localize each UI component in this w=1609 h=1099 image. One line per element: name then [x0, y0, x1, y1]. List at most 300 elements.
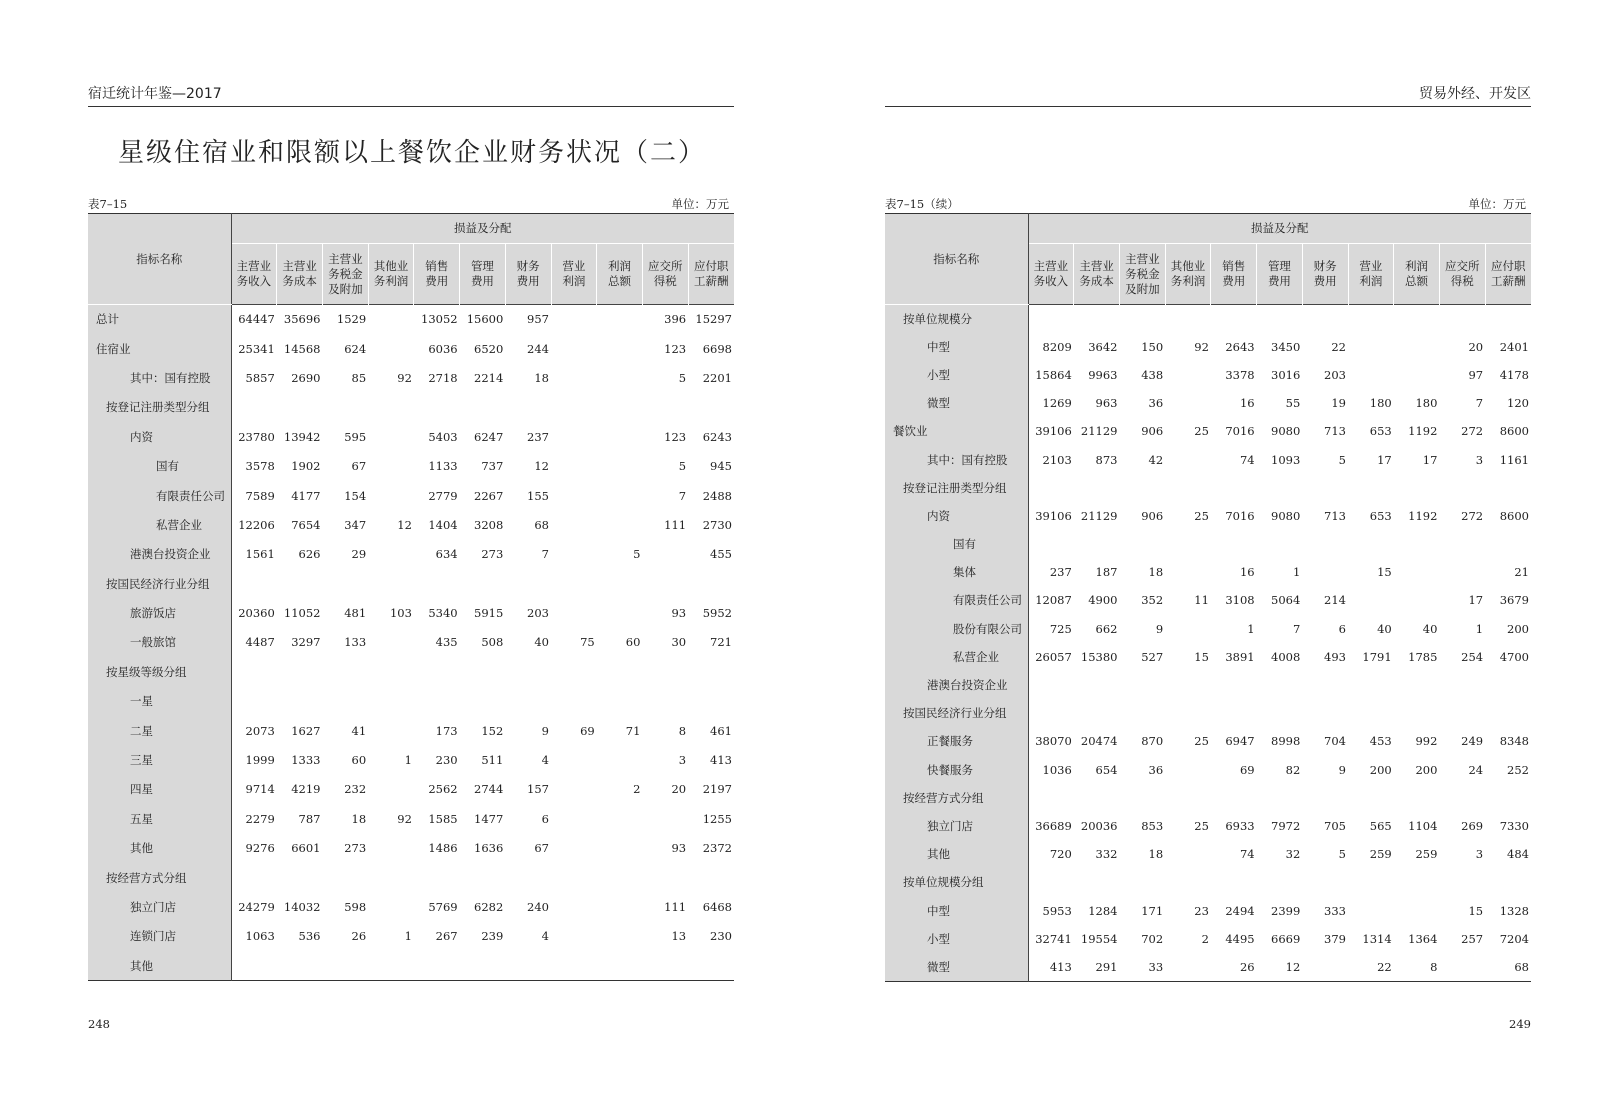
table-cell: [368, 628, 414, 657]
table-cell: [368, 305, 414, 334]
table-cell: 5: [1338, 847, 1346, 862]
column-header-line: 管理: [1267, 259, 1291, 273]
table-cell: [368, 687, 414, 716]
table-cell: 180: [1369, 396, 1392, 411]
row-label: 独立门店: [885, 812, 1028, 840]
column-header-line: 务成本: [282, 274, 317, 288]
table-cell: 232: [344, 782, 367, 797]
table-cell: 21129: [1080, 508, 1118, 523]
table-cell: 111: [664, 517, 687, 532]
table-cell: [1485, 671, 1531, 699]
table-cell: 69: [580, 723, 595, 738]
table-cell: [231, 863, 277, 892]
table-cell: [460, 951, 506, 980]
table-cell: [551, 540, 597, 569]
table-cell: [1348, 305, 1394, 333]
table-cell: 906: [1141, 508, 1164, 523]
table-cell: [1028, 699, 1074, 727]
table-cell: 150: [1141, 339, 1164, 354]
column-header: [1028, 244, 1074, 305]
column-header-line: 及附加: [1125, 281, 1160, 296]
table-cell: 3679: [1499, 593, 1529, 608]
table-cell: 39106: [1035, 424, 1072, 439]
column-header: [505, 244, 551, 305]
table-cell: 18: [351, 811, 367, 826]
table-cell: [688, 951, 734, 980]
row-label: 有限责任公司: [885, 586, 1028, 614]
table-cell: 14568: [283, 341, 321, 356]
table-cell: 5953: [1042, 903, 1072, 918]
table-cell: 13942: [283, 429, 321, 444]
column-header: [688, 244, 734, 305]
table-cell: [1348, 868, 1394, 896]
table-cell: 1785: [1408, 649, 1438, 664]
column-header: [322, 244, 368, 305]
column-header-line: 工薪酬: [1491, 274, 1526, 288]
table-cell: 5: [1338, 452, 1346, 467]
table-cell: [551, 745, 597, 774]
table-row: [88, 951, 734, 980]
row-label: 港澳台投资企业: [88, 540, 231, 569]
table-cell: 133: [344, 635, 367, 650]
table-body: [885, 305, 1531, 982]
row-label: 一般旅馆: [88, 628, 231, 657]
column-header-line: 应付职: [1491, 259, 1526, 273]
table-cell: [688, 657, 734, 686]
table-cell: 396: [664, 312, 687, 327]
table-row: [885, 305, 1531, 333]
table-cell: 624: [344, 341, 367, 356]
row-label: 独立门店: [88, 892, 231, 921]
table-cell: [1119, 699, 1165, 727]
table-cell: 60: [625, 635, 641, 650]
table-cell: 120: [1507, 396, 1529, 411]
table-cell: 93: [671, 841, 687, 856]
table-cell: 9276: [245, 841, 275, 856]
table-cell: [1394, 699, 1440, 727]
column-header-line: 主营业: [1079, 259, 1114, 273]
table-cell: 32741: [1035, 931, 1072, 946]
table-cell: 240: [527, 900, 549, 914]
table-cell: 19: [1331, 396, 1346, 411]
table-row: [885, 868, 1531, 896]
table-cell: [460, 569, 506, 598]
table-cell: 25: [1194, 734, 1209, 749]
table-cell: 6947: [1225, 734, 1255, 749]
column-header-line: 销售: [425, 259, 449, 273]
table-cell: 244: [527, 341, 549, 356]
table-cell: [368, 657, 414, 686]
table-cell: [277, 863, 323, 892]
table-cell: 82: [1285, 762, 1301, 777]
table-cell: 13052: [421, 312, 458, 327]
table-cell: 25: [1194, 818, 1209, 833]
table-cell: 2279: [245, 811, 275, 826]
table-cell: 6247: [474, 429, 504, 444]
table-cell: 20036: [1080, 818, 1118, 833]
table-cell: 455: [710, 547, 732, 562]
table-cell: 8348: [1499, 734, 1529, 749]
table-row: [88, 863, 734, 892]
table-cell: 713: [1324, 508, 1346, 523]
table-cell: 3016: [1271, 367, 1301, 382]
table-cell: [688, 687, 734, 716]
table-cell: 40: [1422, 621, 1438, 636]
table-cell: 1: [1475, 621, 1484, 636]
table-cell: 272: [1461, 424, 1484, 439]
table-cell: 267: [435, 929, 458, 944]
table-row: [885, 502, 1531, 530]
column-header: [1165, 244, 1211, 305]
table-row: [88, 657, 734, 686]
table-cell: 1: [404, 753, 412, 768]
table-cell: [1302, 699, 1348, 727]
table-row: [88, 687, 734, 716]
table-cell: 438: [1141, 367, 1164, 382]
table-cell: [460, 393, 506, 422]
table-cell: 254: [1461, 649, 1484, 664]
table-cell: [1119, 784, 1165, 812]
table-cell: 173: [435, 723, 458, 738]
table-cell: 634: [435, 547, 458, 562]
table-cell: [597, 393, 643, 422]
table-cell: 11052: [283, 606, 321, 621]
table-cell: [1439, 699, 1485, 727]
row-label: 股份有限公司: [885, 615, 1028, 643]
column-header-line: 主营业: [1033, 259, 1069, 273]
row-label: 按国民经济行业分组: [88, 569, 231, 598]
table-cell: [277, 657, 323, 686]
table-cell: 2399: [1271, 903, 1301, 918]
column-header-line: 应交所: [1445, 259, 1480, 273]
table-row: [88, 305, 734, 334]
table-cell: [1302, 671, 1348, 699]
table-cell: 25: [1194, 508, 1209, 523]
table-cell: 41: [351, 723, 367, 738]
column-header: [1119, 244, 1165, 305]
table-cell: 1: [1292, 565, 1301, 580]
row-label: 连锁门店: [88, 922, 231, 951]
table-cell: 1: [404, 929, 412, 944]
table-cell: 2488: [702, 488, 732, 503]
table-cell: [322, 569, 368, 598]
table-cell: 1902: [291, 459, 321, 474]
table-cell: [1165, 756, 1211, 784]
table-cell: [368, 892, 414, 921]
table-cell: 3108: [1225, 593, 1255, 608]
table-cell: 17: [1377, 452, 1392, 467]
table-cell: [551, 657, 597, 686]
table-cell: [551, 598, 597, 627]
table-row: [88, 510, 734, 539]
table-cell: 3: [1475, 452, 1484, 467]
column-header-line: 总额: [1405, 274, 1429, 288]
table-cell: [642, 657, 688, 686]
column-header-line: 销售: [1222, 259, 1246, 273]
table-cell: 2267: [474, 488, 504, 503]
table-cell: [505, 687, 551, 716]
table-cell: 17: [1422, 452, 1438, 467]
table-cell: [231, 687, 277, 716]
table-cell: [597, 510, 643, 539]
table-cell: 259: [1415, 847, 1438, 862]
table-cell: 68: [1514, 959, 1529, 974]
table-cell: [642, 951, 688, 980]
running-head: [88, 84, 734, 107]
table-cell: [414, 863, 460, 892]
table-cell: 64447: [238, 312, 275, 327]
table-row: [88, 745, 734, 774]
row-label: 私营企业: [885, 643, 1028, 671]
table-cell: [1485, 530, 1531, 558]
table-cell: [597, 863, 643, 892]
table-cell: 5064: [1271, 593, 1301, 608]
table-row: [885, 389, 1531, 417]
table-cell: [1302, 474, 1348, 502]
table-cell: 6601: [291, 841, 321, 856]
table-cell: 595: [344, 429, 367, 444]
table-cell: 2718: [428, 370, 458, 385]
table-cell: [1165, 389, 1211, 417]
table-cell: 8998: [1271, 734, 1301, 749]
table-cell: [505, 657, 551, 686]
table-cell: 9: [1338, 762, 1346, 777]
table-cell: [1348, 671, 1394, 699]
table-cell: [1028, 474, 1074, 502]
table-cell: 5: [633, 547, 641, 562]
table-row: [88, 598, 734, 627]
table-cell: 18: [1148, 565, 1164, 580]
table-cell: 481: [344, 606, 367, 621]
table-cell: [1257, 530, 1303, 558]
table-cell: 111: [664, 900, 687, 914]
row-label: 按登记注册类型分组: [885, 474, 1028, 502]
table-cell: 24279: [238, 900, 275, 914]
table-cell: 9: [1155, 621, 1164, 636]
table-cell: 152: [481, 723, 504, 738]
header-row-1: [88, 214, 734, 244]
table-cell: 6933: [1225, 818, 1255, 833]
table-cell: [1394, 586, 1440, 614]
table-cell: [597, 569, 643, 598]
table-cell: 15297: [695, 312, 732, 327]
table-cell: 16: [1239, 396, 1255, 411]
column-header-line: 务税金: [1125, 266, 1160, 281]
column-header-line: 其他业: [1170, 259, 1206, 273]
table-cell: 20: [1468, 339, 1484, 354]
table-cell: [1119, 474, 1165, 502]
row-label: 中型: [885, 333, 1028, 361]
table-cell: 239: [481, 929, 504, 944]
table-row: [885, 643, 1531, 671]
table-cell: 2: [633, 782, 641, 797]
table-cell: 214: [1324, 593, 1346, 608]
column-header-line: 务利润: [1170, 274, 1206, 288]
column-header-line: 营业: [562, 259, 586, 273]
table-cell: 74: [1239, 847, 1255, 862]
table-cell: 29: [351, 547, 367, 562]
table-row: [88, 334, 734, 363]
table-cell: 9: [541, 723, 549, 738]
table-cell: [1394, 784, 1440, 812]
table-row: [88, 804, 734, 833]
table-cell: 200: [1507, 621, 1529, 636]
column-header-line: 得税: [653, 274, 677, 288]
table-cell: 3642: [1088, 339, 1118, 354]
page-title: 星级住宿业和限额以上餐饮企业财务状况（二）: [118, 138, 707, 168]
table-cell: [1348, 333, 1394, 361]
table-cell: 4495: [1225, 931, 1255, 946]
table-cell: 40: [1377, 621, 1392, 636]
table-cell: [1485, 699, 1531, 727]
table-cell: 1328: [1499, 903, 1529, 918]
table-cell: 22: [1331, 339, 1346, 354]
table-cell: [551, 481, 597, 510]
table-cell: 26: [1239, 959, 1255, 974]
table-cell: [1028, 784, 1074, 812]
table-cell: 26: [351, 929, 367, 944]
row-label: 小型: [885, 925, 1028, 953]
table-cell: 237: [1049, 565, 1072, 580]
table-cell: [1028, 530, 1074, 558]
table-unit: 单位：万元: [1468, 197, 1526, 211]
table-cell: [1074, 305, 1120, 333]
table-cell: 7330: [1499, 818, 1529, 833]
table-cell: [1394, 868, 1440, 896]
table-header: [885, 214, 1531, 305]
table-cell: [1302, 868, 1348, 896]
table-cell: 67: [351, 459, 367, 474]
table-cell: 484: [1507, 847, 1529, 862]
table-cell: 8600: [1499, 508, 1529, 523]
table-cell: [1348, 530, 1394, 558]
table-cell: [688, 863, 734, 892]
table-cell: 508: [481, 635, 504, 650]
table-cell: 536: [298, 929, 321, 944]
table-cell: [1348, 474, 1394, 502]
table-row: [885, 333, 1531, 361]
table-cell: 1255: [702, 811, 732, 826]
column-header-line: 财务: [1313, 259, 1337, 273]
table-cell: 1486: [428, 841, 458, 856]
table-cell: [505, 569, 551, 598]
column-header-line: 主营业: [1125, 251, 1160, 266]
row-label: 港澳台投资企业: [885, 671, 1028, 699]
table-cell: 565: [1369, 818, 1392, 833]
table-row: [885, 699, 1531, 727]
table-cell: [1165, 305, 1211, 333]
column-header-line: 务税金: [328, 266, 363, 281]
column-header-line: 利润: [1359, 274, 1383, 288]
table-row: [88, 481, 734, 510]
table-cell: 7: [1292, 621, 1301, 636]
table-row: [885, 474, 1531, 502]
table-cell: 1999: [245, 753, 275, 768]
table-cell: [1394, 896, 1440, 924]
table-cell: 85: [351, 370, 367, 385]
table-cell: 1561: [245, 547, 275, 562]
table-cell: 22: [1377, 959, 1392, 974]
table-cell: 413: [1049, 959, 1072, 974]
table-cell: 461: [710, 723, 732, 738]
table-cell: 269: [1461, 818, 1484, 833]
table-cell: [368, 863, 414, 892]
table-cell: 33: [1148, 959, 1164, 974]
table-cell: 1063: [245, 929, 275, 944]
table-cell: [1485, 305, 1531, 333]
column-header-line: 得税: [1450, 274, 1474, 288]
table-cell: 853: [1141, 818, 1164, 833]
column-header-line: 利润: [562, 274, 586, 288]
table-cell: [642, 540, 688, 569]
table-cell: 92: [397, 811, 412, 826]
table-cell: 123: [664, 341, 687, 356]
table-cell: [1165, 474, 1211, 502]
row-label: 住宿业: [88, 334, 231, 363]
table-row: [885, 727, 1531, 755]
table-cell: 787: [298, 811, 321, 826]
table-cell: [1348, 784, 1394, 812]
table-cell: 8: [1430, 959, 1438, 974]
table-cell: 493: [1324, 649, 1346, 664]
table-cell: [1439, 558, 1485, 586]
table-row: [885, 925, 1531, 953]
table-cell: 7589: [245, 488, 275, 503]
table-cell: 4: [541, 753, 549, 768]
column-header-line: 务收入: [1033, 274, 1069, 288]
table-cell: 5952: [702, 606, 732, 621]
table-cell: 7972: [1271, 818, 1301, 833]
table-cell: [1439, 953, 1485, 981]
table-cell: 2494: [1225, 903, 1255, 918]
table-cell: [1439, 784, 1485, 812]
table-cell: 1529: [336, 312, 367, 327]
table-cell: 26057: [1035, 649, 1072, 664]
row-label: 微型: [885, 953, 1028, 981]
table-cell: 2562: [428, 782, 458, 797]
table-cell: 4900: [1088, 593, 1118, 608]
table-cell: [414, 393, 460, 422]
indicator-header: 指标名称: [885, 214, 1028, 305]
table-cell: [1074, 699, 1120, 727]
table-cell: [1211, 530, 1257, 558]
table-cell: 9963: [1088, 367, 1118, 382]
row-label: 内资: [885, 502, 1028, 530]
table-cell: [597, 305, 643, 334]
table-cell: 16: [1239, 565, 1255, 580]
table-row: [885, 417, 1531, 445]
table-cell: 2201: [702, 370, 732, 385]
table-cell: 3578: [245, 459, 275, 474]
table-cell: [1439, 305, 1485, 333]
table-cell: 653: [1369, 508, 1392, 523]
table-cell: 2779: [428, 488, 458, 503]
table-cell: 7654: [291, 517, 321, 532]
table-cell: [1211, 305, 1257, 333]
table-cell: 32: [1285, 847, 1301, 862]
column-header-line: 应交所: [648, 259, 683, 273]
table-cell: 55: [1285, 396, 1301, 411]
table-cell: 3: [678, 753, 687, 768]
table-cell: 1791: [1362, 649, 1392, 664]
row-label: 正餐服务: [885, 727, 1028, 755]
table-row: [885, 840, 1531, 868]
table-cell: [1439, 530, 1485, 558]
column-header-line: 务利润: [373, 274, 409, 288]
table-cell: [231, 657, 277, 686]
table-cell: [551, 422, 597, 451]
table-cell: 705: [1324, 818, 1346, 833]
